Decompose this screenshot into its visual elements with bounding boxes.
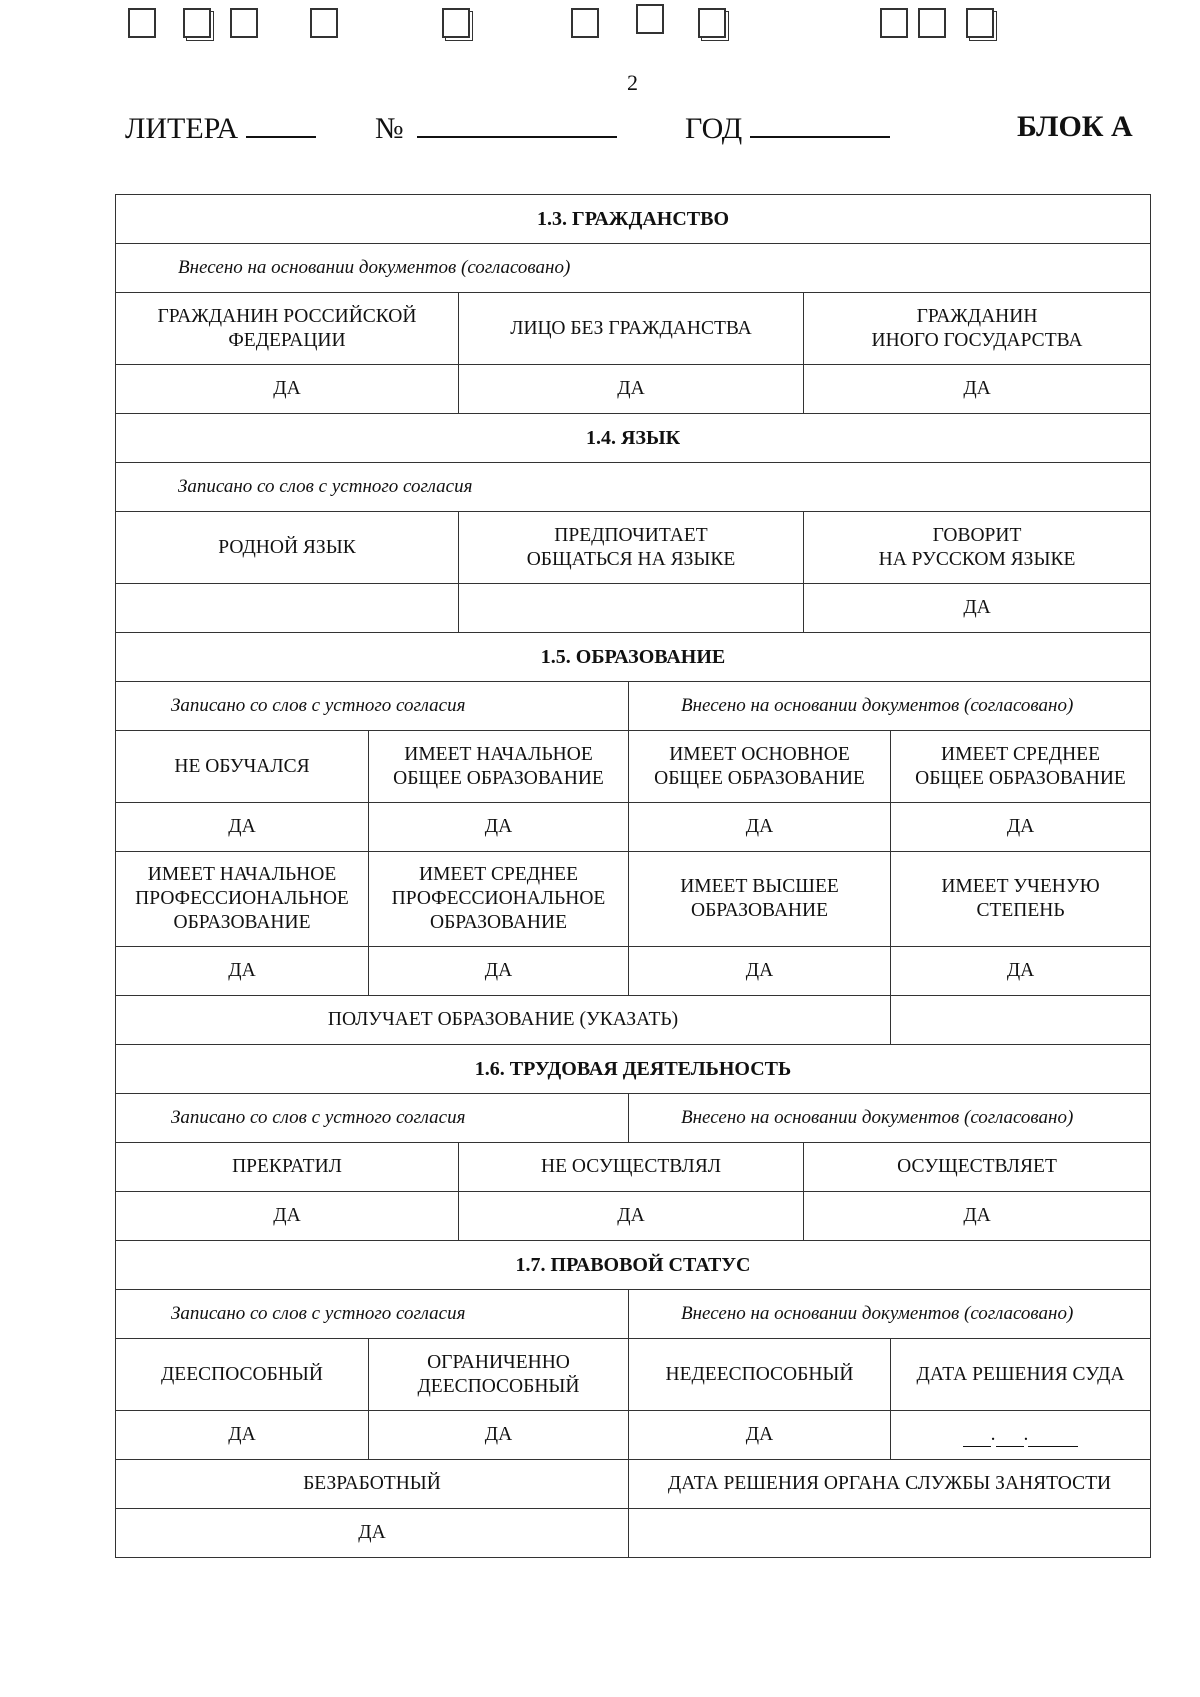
note-docs: Внесено на основании документов (согласовано) (629, 1094, 1151, 1143)
number-field (375, 110, 617, 146)
option-no-education: НЕ ОБУЧАЛСЯ (116, 731, 369, 803)
section-title-citizenship: 1.3. ГРАЖДАНСТВО (116, 195, 1151, 244)
answer-cell[interactable]: ДА (629, 947, 891, 996)
checkbox[interactable] (918, 8, 946, 38)
court-decision-date-label: ДАТА РЕШЕНИЯ СУДА (891, 1339, 1151, 1411)
section-title-education: 1.5. ОБРАЗОВАНИЕ (116, 633, 1151, 682)
answer-cell[interactable]: ДА (369, 947, 629, 996)
option-secondary-vocational: ИМЕЕТ СРЕДНЕЕ ПРОФЕССИОНАЛЬНОЕ ОБРАЗОВАНИЕ (369, 852, 629, 947)
litera-label: ЛИТЕРА (125, 112, 239, 145)
answer-cell[interactable]: ДА (891, 803, 1151, 852)
option-secondary-general: ИМЕЕТ СРЕДНЕЕ ОБЩЕЕ ОБРАЗОВАНИЕ (891, 731, 1151, 803)
option-receiving-education: ПОЛУЧАЕТ ОБРАЗОВАНИЕ (УКАЗАТЬ) (116, 996, 891, 1045)
option-primary-general: ИМЕЕТ НАЧАЛЬНОЕ ОБЩЕЕ ОБРАЗОВАНИЕ (369, 731, 629, 803)
checkbox[interactable] (230, 8, 258, 38)
year-line[interactable] (1028, 1428, 1078, 1447)
answer-cell[interactable]: ДА (116, 803, 369, 852)
questionnaire-table (115, 194, 1151, 1558)
answer-cell[interactable]: ДА (459, 1192, 804, 1241)
section-title-legal-status: 1.7. ПРАВОВОЙ СТАТУС (116, 1241, 1151, 1290)
option-speaks-russian: ГОВОРИТ НА РУССКОМ ЯЗЫКЕ (804, 512, 1151, 584)
checkbox[interactable] (880, 8, 908, 38)
option-higher-education: ИМЕЕТ ВЫСШЕЕ ОБРАЗОВАНИЕ (629, 852, 891, 947)
checkbox[interactable] (128, 8, 156, 38)
page-number: 2 (627, 70, 638, 95)
option-never-worked: НЕ ОСУЩЕСТВЛЯЛ (459, 1143, 804, 1192)
checkbox[interactable] (442, 8, 470, 38)
number-label: № (375, 112, 404, 145)
section-title-labor: 1.6. ТРУДОВАЯ ДЕЯТЕЛЬНОСТЬ (116, 1045, 1151, 1094)
block-label: БЛОК А (1017, 110, 1133, 143)
answer-cell[interactable]: ДА (804, 584, 1151, 633)
year-input-line[interactable] (750, 110, 890, 138)
answer-cell[interactable]: ДА (804, 1192, 1151, 1241)
option-currently-working: ОСУЩЕСТВЛЯЕТ (804, 1143, 1151, 1192)
option-stopped-working: ПРЕКРАТИЛ (116, 1143, 459, 1192)
answer-cell[interactable]: ДА (369, 803, 629, 852)
checkbox[interactable] (698, 8, 726, 38)
section-title-language: 1.4. ЯЗЫК (116, 414, 1151, 463)
option-preferred-language: ПРЕДПОЧИТАЕТ ОБЩАТЬСЯ НА ЯЗЫКЕ (459, 512, 804, 584)
option-russian-citizen: ГРАЖДАНИН РОССИЙСКОЙ ФЕДЕРАЦИИ (116, 293, 459, 365)
checkbox[interactable] (636, 4, 664, 34)
option-primary-vocational: ИМЕЕТ НАЧАЛЬНОЕ ПРОФЕССИОНАЛЬНОЕ ОБРАЗОВАНИЕ (116, 852, 369, 947)
note-docs: Внесено на основании документов (согласовано) (629, 682, 1151, 731)
option-incapable: НЕДЕЕСПОСОБНЫЙ (629, 1339, 891, 1411)
checkbox[interactable] (571, 8, 599, 38)
litera-input-line[interactable] (246, 110, 316, 138)
answer-cell[interactable]: ДА (116, 1509, 629, 1558)
answer-cell[interactable]: ДА (116, 947, 369, 996)
option-capable: ДЕЕСПОСОБНЫЙ (116, 1339, 369, 1411)
month-line[interactable] (996, 1428, 1024, 1447)
employment-service-date-input[interactable] (629, 1509, 1151, 1558)
checkbox[interactable] (966, 8, 994, 38)
answer-cell[interactable]: ДА (629, 803, 891, 852)
option-unemployed: БЕЗРАБОТНЫЙ (116, 1460, 629, 1509)
note-oral: Записано со слов с устного согласия (116, 1290, 629, 1339)
checkbox[interactable] (310, 8, 338, 38)
litera-field (125, 110, 316, 146)
answer-cell[interactable]: ДА (459, 365, 804, 414)
option-basic-general: ИМЕЕТ ОСНОВНОЕ ОБЩЕЕ ОБРАЗОВАНИЕ (629, 731, 891, 803)
note-oral: Записано со слов с устного согласия (116, 1094, 629, 1143)
receiving-education-input[interactable] (891, 996, 1151, 1045)
option-stateless: ЛИЦО БЕЗ ГРАЖДАНСТВА (459, 293, 804, 365)
year-label: ГОД (685, 112, 743, 145)
employment-service-date-label: ДАТА РЕШЕНИЯ ОРГАНА СЛУЖБЫ ЗАНЯТОСТИ (629, 1460, 1151, 1509)
answer-cell[interactable]: ДА (891, 947, 1151, 996)
answer-cell[interactable] (459, 584, 804, 633)
option-native-language: РОДНОЙ ЯЗЫК (116, 512, 459, 584)
checkbox[interactable] (183, 8, 211, 38)
day-line[interactable] (963, 1428, 991, 1447)
note-docs: Внесено на основании документов (согласовано) (629, 1290, 1151, 1339)
note-oral: Записано со слов с устного согласия (116, 463, 1151, 512)
answer-cell[interactable]: ДА (804, 365, 1151, 414)
option-foreign-citizen: ГРАЖДАНИН ИНОГО ГОСУДАРСТВА (804, 293, 1151, 365)
answer-cell[interactable]: ДА (369, 1411, 629, 1460)
court-decision-date-input[interactable]: . . (891, 1411, 1151, 1460)
answer-cell[interactable]: ДА (629, 1411, 891, 1460)
answer-cell[interactable]: ДА (116, 1192, 459, 1241)
note-docs: Внесено на основании документов (согласовано) (116, 244, 1151, 293)
answer-cell[interactable]: ДА (116, 365, 459, 414)
option-limited-capable: ОГРАНИЧЕННО ДЕЕСПОСОБНЫЙ (369, 1339, 629, 1411)
number-input-line[interactable] (417, 110, 617, 138)
note-oral: Записано со слов с устного согласия (116, 682, 629, 731)
answer-cell[interactable] (116, 584, 459, 633)
answer-cell[interactable]: ДА (116, 1411, 369, 1460)
option-academic-degree: ИМЕЕТ УЧЕНУЮ СТЕПЕНЬ (891, 852, 1151, 947)
year-field (685, 110, 890, 146)
